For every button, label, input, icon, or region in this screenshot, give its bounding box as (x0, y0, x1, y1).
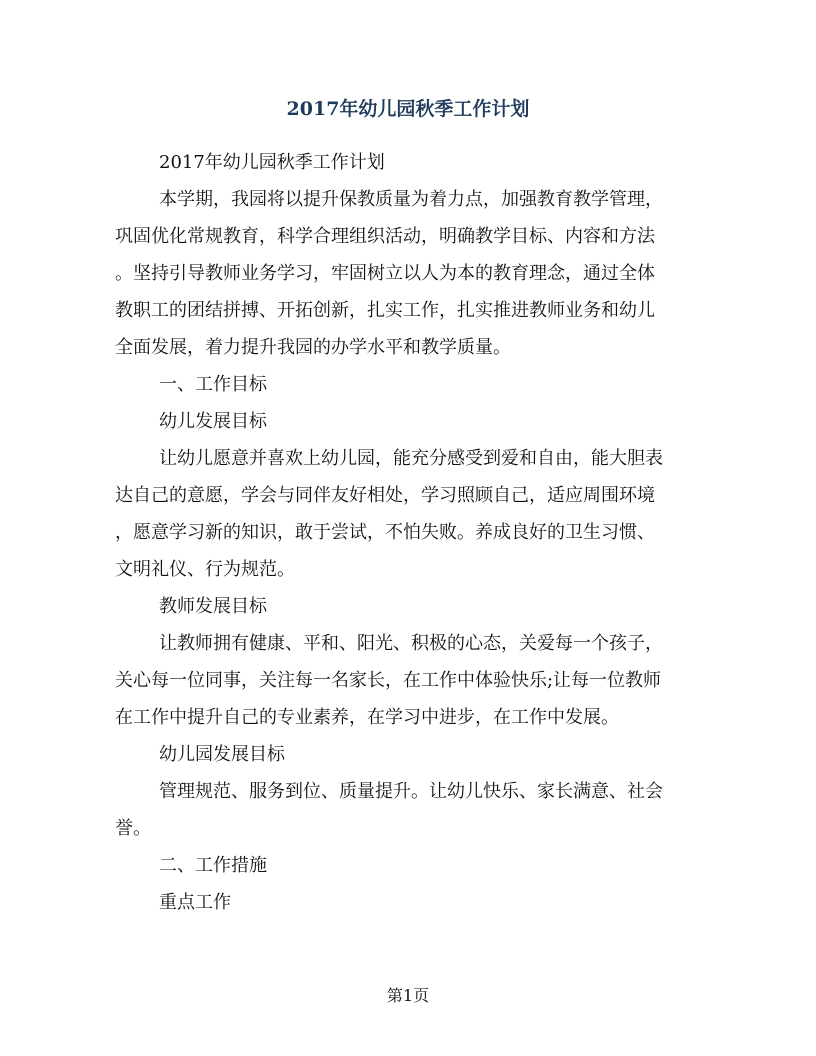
document-body (115, 144, 705, 921)
subsection-heading: 幼儿发展目标 (159, 411, 267, 432)
body-line: 让幼儿愿意并喜欢上幼儿园，能充分感受到爱和自由，能大胆表 (159, 448, 663, 469)
body-line: 教职工的团结拼搏、开拓创新，扎实工作，扎实推进教师业务和幼儿 (115, 300, 655, 321)
body-line: 。坚持引导教师业务学习，牢固树立以人为本的教育理念，通过全体 (115, 263, 655, 284)
section-heading: 一、工作目标 (159, 374, 267, 395)
body-line: 达自己的意愿，学会与同伴友好相处，学习照顾自己，适应周围环境 (115, 485, 655, 506)
subsection-heading: 幼儿园发展目标 (159, 744, 285, 765)
body-line: 誉。 (115, 818, 151, 839)
body-line: 管理规范、服务到位、质量提升。让幼儿快乐、家长满意、社会 (159, 781, 663, 802)
page-number: 第1页 (386, 986, 430, 1005)
body-line: 关心每一位同事，关注每一名家长，在工作中体验快乐;让每一位教师 (115, 670, 662, 691)
body-line: 巩固优化常规教育，科学合理组织活动，明确教学目标、内容和方法 (115, 226, 655, 247)
subsection-heading: 重点工作 (159, 892, 231, 913)
section-heading: 二、工作措施 (159, 855, 267, 876)
body-line: ，愿意学习新的知识，敢于尝试，不怕失败。养成良好的卫生习惯、 (115, 522, 655, 543)
subsection-heading: 教师发展目标 (159, 596, 267, 617)
body-line: 全面发展，着力提升我园的办学水平和教学质量。 (115, 337, 511, 358)
body-line: 文明礼仪、行为规范。 (115, 559, 295, 580)
document-title: 2017年幼儿园秋季工作计划 (286, 98, 530, 120)
body-line: 2017年幼儿园秋季工作计划 (159, 152, 385, 173)
body-line: 本学期，我园将以提升保教质量为着力点，加强教育教学管理， (159, 189, 663, 210)
body-line: 在工作中提升自己的专业素养，在学习中进步，在工作中发展。 (115, 707, 619, 728)
body-line: 让教师拥有健康、平和、阳光、积极的心态，关爱每一个孩子， (159, 633, 663, 654)
